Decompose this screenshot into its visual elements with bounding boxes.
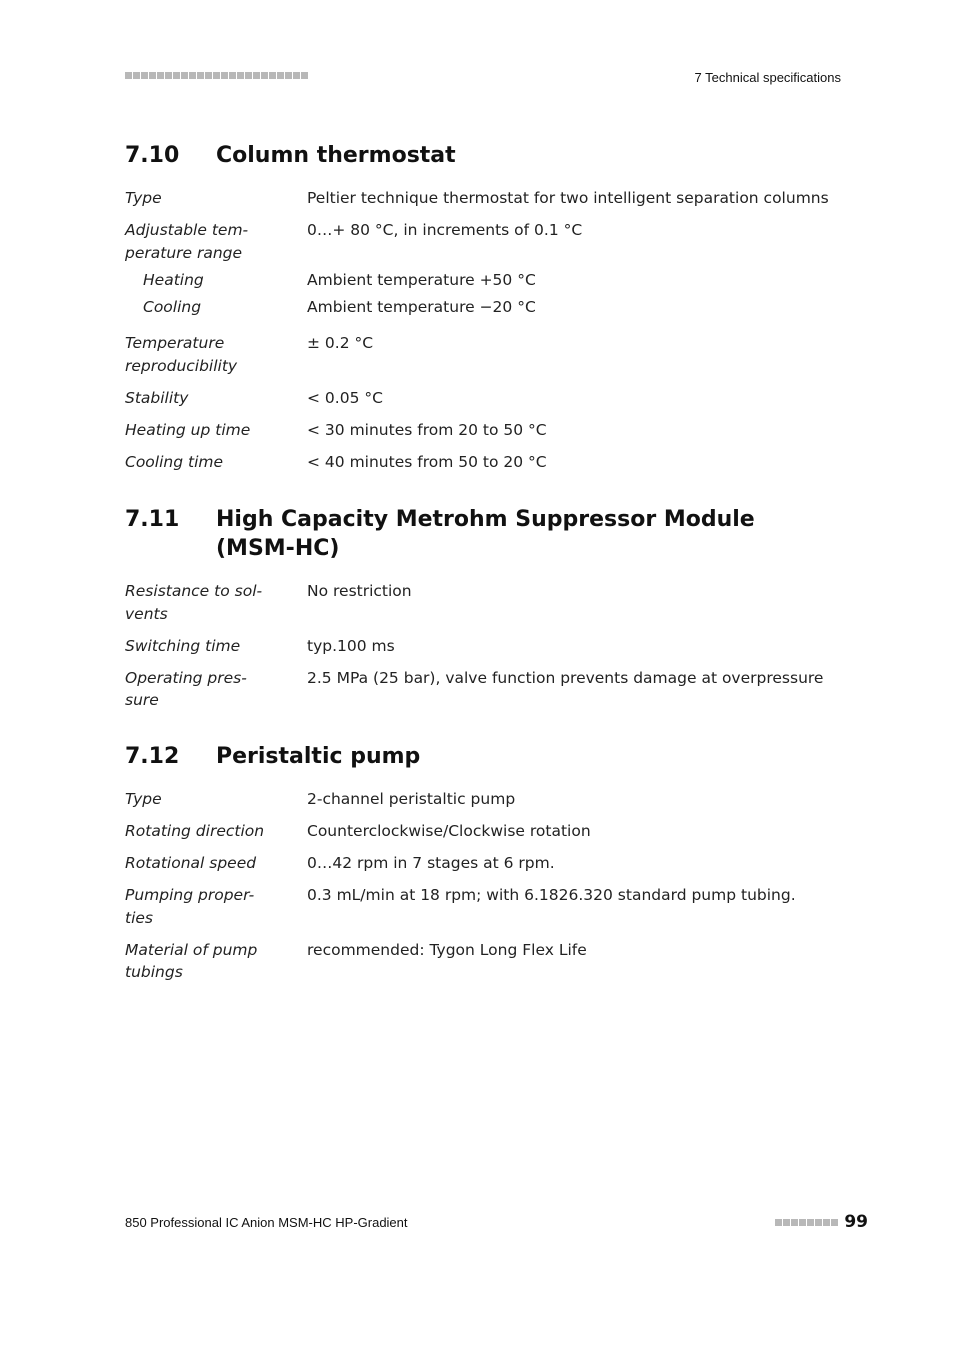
- decor-square: [261, 72, 268, 79]
- spec-row: [125, 852, 845, 875]
- footer-page-block: [775, 1212, 868, 1232]
- section-column-thermostat: [125, 141, 845, 483]
- spec-value: No restriction: [307, 582, 412, 600]
- spec-label: Operating pres- sure: [125, 668, 247, 709]
- decor-square: [157, 72, 164, 79]
- section-title: Column thermostat: [216, 143, 456, 168]
- decor-square: [197, 72, 204, 79]
- spec-value: < 30 minutes from 20 to 50 °C: [307, 420, 547, 439]
- spec-label: Resistance to sol- vents: [125, 582, 263, 623]
- decor-square: [213, 72, 220, 79]
- decor-square: [173, 72, 180, 79]
- section-title: High Capacity Metrohm Suppressor Module (MSM-HC): [216, 507, 755, 561]
- spec-value: < 0.05 °C: [307, 388, 383, 407]
- spec-label: Heating up time: [125, 420, 251, 439]
- section-title: Peristaltic pump: [216, 744, 421, 769]
- spec-label: Adjustable tem- perature range: [125, 221, 249, 262]
- footer-decoration-squares: [775, 1219, 838, 1226]
- spec-label: Cooling: [143, 297, 202, 316]
- decor-square: [775, 1219, 782, 1226]
- spec-label: Heating: [143, 270, 204, 289]
- spec-value: typ.100 ms: [307, 636, 395, 655]
- decor-square: [807, 1219, 814, 1226]
- spec-value: recommended: Tygon Long Flex Life: [307, 940, 587, 959]
- decor-square: [791, 1219, 798, 1226]
- decor-square: [783, 1219, 790, 1226]
- decor-square: [293, 72, 300, 79]
- spec-row: [125, 788, 845, 811]
- decor-square: [189, 72, 196, 79]
- spec-row: [125, 635, 845, 658]
- spec-value: Peltier technique thermostat for two intelligent separation columns: [307, 189, 829, 207]
- spec-label: Temperature reproducibility: [125, 334, 238, 375]
- decor-square: [823, 1219, 830, 1226]
- page-number: 99: [844, 1212, 868, 1232]
- decor-square: [237, 72, 244, 79]
- spec-row: [125, 187, 845, 210]
- spec-row: [125, 219, 845, 264]
- spec-label: Pumping proper- ties: [125, 886, 255, 927]
- spec-row: [125, 580, 845, 625]
- spec-row: [125, 296, 845, 319]
- header-decoration-squares: [125, 72, 308, 79]
- section-heading: [125, 141, 845, 170]
- decor-square: [221, 72, 228, 79]
- spec-label: Type: [125, 189, 162, 207]
- spec-value: 2.5 MPa (25 bar), valve function prevents damage at overpressure: [307, 668, 824, 687]
- chapter-title: 7 Technical specifications: [694, 70, 841, 85]
- spec-value: 0…+ 80 °C, in increments of 0.1 °C: [307, 221, 583, 239]
- spec-label: Rotational speed: [125, 854, 257, 872]
- decor-square: [133, 72, 140, 79]
- section-peristaltic-pump: [125, 742, 845, 993]
- spec-value: Ambient temperature −20 °C: [307, 297, 536, 316]
- decor-square: [245, 72, 252, 79]
- section-number: 7.11: [125, 507, 180, 532]
- spec-row: [125, 820, 845, 843]
- page-header: [125, 70, 841, 88]
- section-suppressor-module: [125, 505, 845, 721]
- spec-label: Cooling time: [125, 452, 224, 471]
- section-number: 7.12: [125, 744, 180, 769]
- section-heading: [125, 742, 845, 771]
- decor-square: [253, 72, 260, 79]
- decor-square: [799, 1219, 806, 1226]
- spec-row: [125, 667, 845, 712]
- spec-label: Rotating direction: [125, 822, 265, 840]
- decor-square: [229, 72, 236, 79]
- spec-table: [125, 580, 845, 712]
- spec-table: [125, 187, 845, 473]
- spec-table: [125, 788, 845, 984]
- spec-row: [125, 269, 845, 292]
- spec-label: Switching time: [125, 636, 241, 655]
- spec-value: 0…42 rpm in 7 stages at 6 rpm.: [307, 854, 555, 872]
- decor-square: [141, 72, 148, 79]
- page-footer: [125, 1212, 868, 1234]
- section-number: 7.10: [125, 143, 180, 168]
- decor-square: [269, 72, 276, 79]
- decor-square: [149, 72, 156, 79]
- decor-square: [125, 72, 132, 79]
- decor-square: [285, 72, 292, 79]
- spec-value: 2-channel peristaltic pump: [307, 790, 516, 808]
- decor-square: [815, 1219, 822, 1226]
- spec-value: Ambient temperature +50 °C: [307, 270, 536, 289]
- decor-square: [165, 72, 172, 79]
- spec-label: Stability: [125, 388, 189, 407]
- spec-value: < 40 minutes from 50 to 20 °C: [307, 452, 547, 471]
- spec-value: Counterclockwise/Clockwise rotation: [307, 822, 591, 840]
- spec-row: [125, 332, 845, 377]
- spec-label: Type: [125, 790, 162, 808]
- document-title: 850 Professional IC Anion MSM-HC HP-Gradient: [125, 1215, 408, 1230]
- decor-square: [205, 72, 212, 79]
- spec-row: [125, 387, 845, 410]
- section-heading: [125, 505, 845, 563]
- spec-row: [125, 884, 845, 929]
- spec-label: Material of pump tubings: [125, 940, 258, 981]
- spec-value: ± 0.2 °C: [307, 334, 374, 352]
- decor-square: [301, 72, 308, 79]
- decor-square: [831, 1219, 838, 1226]
- decor-square: [181, 72, 188, 79]
- spec-row: [125, 939, 845, 984]
- spec-value: 0.3 mL/min at 18 rpm; with 6.1826.320 standard pump tubing.: [307, 886, 796, 904]
- spec-row: [125, 451, 845, 474]
- spec-row: [125, 419, 845, 442]
- decor-square: [277, 72, 284, 79]
